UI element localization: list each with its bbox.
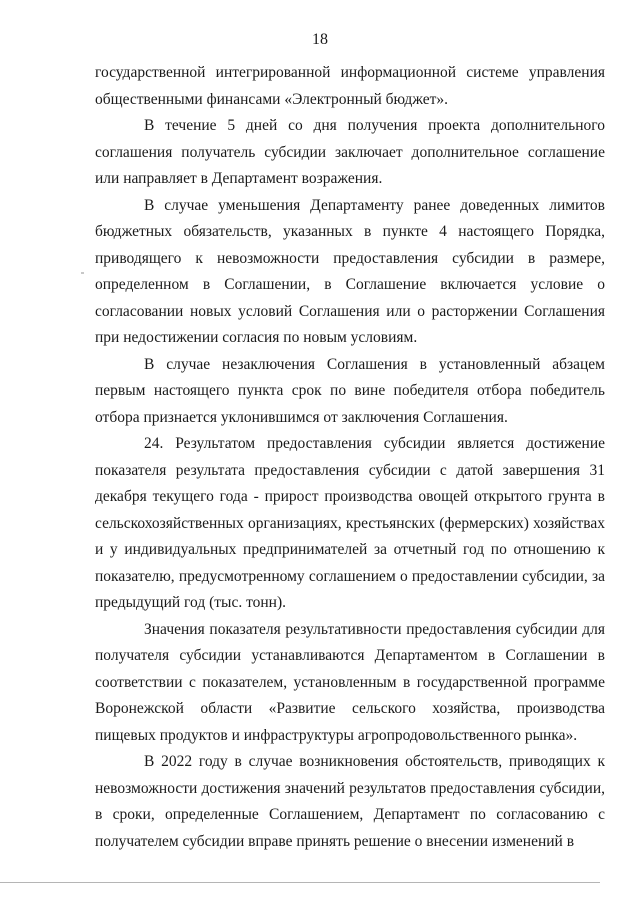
paragraph-limit-reduction: В случае уменьшения Департаменту ранее доведенных лимитов бюджетных обязательств, указанных в пункте 4 настоящего Порядка, приводящего к невозможности предоставления субсидии в размере, определенном в Соглашении, в Соглашение включается условие о согласовании новых условий Соглашения или о расторжении Соглашения при недостижении согласия по новым условиям. <box>95 196 605 346</box>
paragraph-agreement-evasion: В случае незаключения Соглашения в установленный абзацем первым настоящего пункта срок по вине победителя отбора победитель отбора признается уклонившимся от заключения Соглашения. <box>95 355 605 426</box>
paragraph-continuation: государственной интегрированной информационной системе управления общественными финансами «Электронный бюджет». <box>95 64 605 108</box>
bottom-scan-line <box>0 882 600 883</box>
paragraph-2022-circumstances: В 2022 году в случае возникновения обстоятельств, приводящих к невозможности достижения значений результатов предоставления субсидии, в сроки, определенные Соглашением, Департамент по согласованию с получателем субсидии вправе принять решение о внесении изменений в <box>95 753 605 850</box>
paragraph-additional-agreement: В течение 5 дней со дня получения проекта дополнительного соглашения получатель субсидии заключает дополнительное соглашение или направляет в Департамент возражения. <box>95 117 605 187</box>
scan-mark <box>81 272 84 274</box>
paragraph-item-24: 24. Результатом предоставления субсидии является достижение показателя результата предоставления субсидии с датой завершения 31 декабря текущего года - прирост производства овощей открытого грунта в сельскохозяйственных организациях, крестьянских (фермерских) хозяйствах и у индивидуальных предпринимателей за отчетный год по отношению к показателю, предусмотренному соглашением о предоставлении субсидии, за предыдущий год (тыс. тонн). <box>95 435 605 611</box>
document-body <box>95 60 605 855</box>
page-number: 18 <box>312 31 328 48</box>
paragraph-indicator-values: Значения показателя результативности предоставления субсидии для получателя субсидии устанавливаются Департаментом в Соглашении в соответствии с показателем, установленным в государственной программе Воронежской области «Развитие сельского хозяйства, производства пищевых продуктов и инфраструктуры агропродовольственного рынка». <box>95 620 605 744</box>
